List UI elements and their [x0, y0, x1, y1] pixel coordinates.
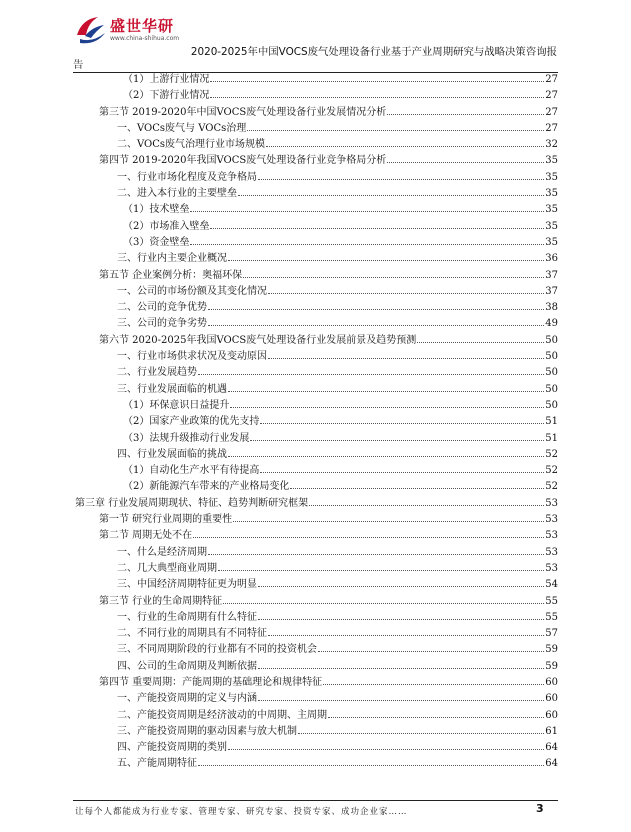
toc-entry[interactable] — [75, 659, 558, 675]
logo-text: 盛世华研 — [110, 17, 175, 35]
report-title: 2020-2025年中国VOCS废气处理设备行业基于产业周期研究与战略决策咨询报 — [190, 46, 557, 58]
toc-entry-page: 60 — [545, 676, 558, 688]
toc-leader-dots — [198, 765, 544, 766]
toc-entry-page: 59 — [545, 644, 558, 656]
toc-entry[interactable] — [75, 105, 558, 121]
page-number: 3 — [536, 802, 544, 815]
toc-entry[interactable] — [75, 365, 558, 381]
toc-leader-dots — [323, 684, 544, 685]
toc-entry[interactable] — [75, 349, 558, 365]
toc-leader-dots — [230, 407, 544, 408]
toc-leader-dots — [243, 277, 544, 278]
toc-entry-page: 52 — [545, 465, 558, 477]
toc-entry[interactable] — [75, 447, 558, 463]
toc-entry-label: 第六节 2020-2025年我国VOCS废气处理设备行业发展前景及趋势预测 — [99, 334, 417, 346]
toc-entry-label: 四、行业发展面临的挑战 — [117, 448, 227, 460]
logo-emblem-icon — [74, 13, 108, 47]
toc-entry[interactable] — [75, 137, 558, 153]
toc-entry-label: 一、行业市场化程度及竞争格局 — [117, 171, 257, 183]
toc-leader-dots — [258, 668, 544, 669]
toc-entry-label: 三、产能投资周期的驱动因素与放大机制 — [117, 725, 297, 737]
toc-entry-page: 35 — [545, 155, 558, 167]
toc-leader-dots — [309, 505, 544, 506]
toc-entry[interactable] — [75, 88, 558, 104]
toc-entry[interactable] — [75, 121, 558, 137]
toc-entry[interactable] — [75, 463, 558, 479]
toc-leader-dots — [298, 733, 544, 734]
toc-entry-label: 第三章 行业发展周期现状、特征、趋势判断研究框架 — [75, 497, 309, 509]
toc-leader-dots — [223, 603, 544, 604]
toc-entry-page: 35 — [545, 220, 558, 232]
toc-entry[interactable] — [75, 72, 558, 88]
toc-entry-page: 38 — [545, 302, 558, 314]
toc-entry[interactable] — [75, 642, 558, 658]
toc-entry-label: 第三节 行业的生命周期特征 — [99, 595, 223, 607]
toc-entry-page: 49 — [545, 318, 558, 330]
toc-entry[interactable] — [75, 594, 558, 610]
toc-entry-page: 27 — [545, 106, 558, 118]
toc-entry-label: （1）技术壁垒 — [123, 204, 190, 216]
toc-entry-label: 第五节 企业案例分析：奥福环保 — [99, 269, 243, 281]
toc-entry-label: （2）下游行业情况 — [123, 90, 210, 102]
toc-entry-label: 二、进入本行业的主要壁垒 — [117, 188, 237, 200]
toc-entry-page: 35 — [545, 204, 558, 216]
toc-entry-page: 53 — [545, 562, 558, 574]
toc-entry[interactable] — [75, 512, 558, 528]
toc-entry-label: 三、公司的竞争劣势 — [117, 318, 207, 330]
toc-entry-label: 四、公司的生命周期及判断依据 — [117, 660, 257, 672]
toc-entry[interactable] — [75, 724, 558, 740]
toc-entry-label: 三、行业内主要企业概况 — [117, 253, 227, 265]
toc-leader-dots — [218, 570, 544, 571]
toc-entry[interactable] — [75, 708, 558, 724]
toc-entry-label: 三、不同周期阶段的行业都有不同的投资机会 — [117, 644, 317, 656]
toc-entry[interactable] — [75, 153, 558, 169]
toc-entry-page: 27 — [545, 90, 558, 102]
toc-entry-page: 37 — [545, 269, 558, 281]
toc-entry[interactable] — [75, 268, 558, 284]
toc-leader-dots — [387, 114, 544, 115]
toc-entry-page: 60 — [545, 693, 558, 705]
toc-entry-label: 二、行业发展趋势 — [117, 367, 197, 379]
toc-entry-label: 第四节 重要周期：产能周期的基础理论和规律特征 — [99, 676, 323, 688]
toc-entry[interactable] — [75, 740, 558, 756]
toc-entry-page: 51 — [545, 416, 558, 428]
toc-entry[interactable] — [75, 626, 558, 642]
toc-entry-page: 52 — [545, 448, 558, 460]
toc-entry[interactable] — [75, 300, 558, 316]
toc-entry[interactable] — [75, 691, 558, 707]
toc-entry[interactable] — [75, 186, 558, 202]
toc-entry[interactable] — [75, 577, 558, 593]
toc-entry-page: 37 — [545, 285, 558, 297]
toc-entry-label: 第一节 研究行业周期的重要性 — [99, 514, 233, 526]
toc-leader-dots — [258, 586, 544, 587]
toc-entry[interactable] — [75, 398, 558, 414]
toc-entry[interactable] — [75, 316, 558, 332]
toc-entry[interactable] — [75, 496, 558, 512]
toc-entry-label: 二、产能投资周期是经济波动的中周期、主周期 — [117, 709, 327, 721]
toc-leader-dots — [247, 130, 544, 131]
toc-entry-label: 一、行业的生命周期有什么特征 — [117, 611, 257, 623]
toc-leader-dots — [238, 195, 544, 196]
toc-entry-page: 53 — [545, 530, 558, 542]
toc-entry-label: 二、VOCs废气治理行业市场规模 — [117, 139, 266, 151]
toc-leader-dots — [208, 309, 544, 310]
toc-entry-page: 52 — [545, 481, 558, 493]
toc-leader-dots — [208, 554, 544, 555]
toc-entry-page: 61 — [545, 725, 558, 737]
toc-entry-page: 64 — [545, 742, 558, 754]
toc-entry-page: 55 — [545, 595, 558, 607]
toc-leader-dots — [258, 179, 544, 180]
toc-entry[interactable] — [75, 202, 558, 218]
toc-leader-dots — [210, 228, 544, 229]
toc-entry[interactable] — [75, 382, 558, 398]
toc-entry-page: 50 — [545, 367, 558, 379]
toc-leader-dots — [210, 81, 544, 82]
toc-entry[interactable] — [75, 219, 558, 235]
table-of-contents — [75, 72, 558, 773]
toc-entry-page: 50 — [545, 351, 558, 363]
toc-leader-dots — [258, 700, 544, 701]
toc-entry-label: 一、什么是经济周期 — [117, 546, 207, 558]
toc-entry[interactable] — [75, 333, 558, 349]
toc-entry-label: 一、产能投资周期的定义与内涵 — [117, 693, 257, 705]
toc-entry-label: 三、行业发展面临的机遇 — [117, 383, 227, 395]
toc-leader-dots — [228, 749, 544, 750]
toc-entry[interactable] — [75, 479, 558, 495]
toc-entry-page: 64 — [545, 758, 558, 770]
toc-leader-dots — [387, 162, 544, 163]
toc-leader-dots — [228, 456, 544, 457]
toc-leader-dots — [250, 440, 544, 441]
toc-leader-dots — [190, 244, 544, 245]
toc-entry-page: 36 — [545, 253, 558, 265]
toc-leader-dots — [198, 374, 544, 375]
toc-entry-label: 五、产能周期特征 — [117, 758, 197, 770]
toc-leader-dots — [268, 358, 544, 359]
toc-entry-page: 35 — [545, 236, 558, 248]
toc-leader-dots — [328, 717, 544, 718]
toc-leader-dots — [318, 651, 544, 652]
toc-leader-dots — [208, 325, 544, 326]
toc-leader-dots — [260, 423, 544, 424]
toc-leader-dots — [260, 472, 544, 473]
toc-entry[interactable] — [75, 414, 558, 430]
toc-entry-page: 50 — [545, 383, 558, 395]
toc-entry-label: 四、产能投资周期的类别 — [117, 742, 227, 754]
toc-entry-label: 第四节 2019-2020年我国VOCS废气处理设备行业竞争格局分析 — [99, 155, 387, 167]
toc-leader-dots — [290, 488, 544, 489]
toc-entry-label: （2）市场准入壁垒 — [123, 220, 210, 232]
toc-leader-dots — [268, 635, 544, 636]
toc-leader-dots — [258, 619, 544, 620]
toc-entry-page: 53 — [545, 514, 558, 526]
toc-entry-label: （1）自动化生产水平有待提高 — [123, 465, 260, 477]
toc-entry-label: （2）新能源汽车带来的产业格局变化 — [123, 481, 290, 493]
toc-entry-page: 50 — [545, 334, 558, 346]
toc-entry-label: 一、行业市场供求状况及变动原因 — [117, 351, 267, 363]
toc-entry-label: 二、几大典型商业周期 — [117, 562, 217, 574]
toc-leader-dots — [210, 97, 544, 98]
toc-entry-page: 53 — [545, 497, 558, 509]
report-title-continued: 告 — [73, 59, 84, 71]
toc-leader-dots — [417, 342, 544, 343]
toc-entry-page: 35 — [545, 188, 558, 200]
toc-entry-label: （3）资金壁垒 — [123, 236, 190, 248]
toc-entry[interactable] — [75, 235, 558, 251]
toc-entry-label: 一、公司的市场份额及其变化情况 — [117, 285, 267, 297]
toc-leader-dots — [228, 260, 544, 261]
toc-entry[interactable] — [75, 610, 558, 626]
toc-entry-page: 54 — [545, 579, 558, 591]
toc-leader-dots — [228, 391, 544, 392]
toc-entry[interactable] — [75, 431, 558, 447]
logo-url: www.china-shihua.com — [110, 35, 180, 42]
toc-entry-page: 59 — [545, 660, 558, 672]
toc-entry-page: 60 — [545, 709, 558, 721]
toc-entry[interactable] — [75, 170, 558, 186]
toc-entry-page: 51 — [545, 432, 558, 444]
toc-entry-label: （1）环保意识日益提升 — [123, 399, 230, 411]
toc-entry-label: 三、中国经济周期特征更为明显 — [117, 579, 257, 591]
toc-leader-dots — [268, 293, 544, 294]
toc-entry-label: （1）上游行业情况 — [123, 74, 210, 85]
toc-entry[interactable] — [75, 284, 558, 300]
toc-entry-page: 27 — [545, 122, 558, 134]
toc-entry-label: 一、VOCs废气与 VOCs治理 — [117, 122, 247, 134]
toc-leader-dots — [266, 146, 544, 147]
toc-entry-page: 50 — [545, 399, 558, 411]
toc-entry-label: （3）法规升级推动行业发展 — [123, 432, 250, 444]
toc-leader-dots — [190, 211, 544, 212]
page-header — [0, 0, 631, 70]
toc-leader-dots — [193, 537, 544, 538]
toc-entry[interactable] — [75, 545, 558, 561]
toc-entry[interactable] — [75, 528, 558, 544]
footer-divider — [73, 800, 558, 801]
toc-entry[interactable] — [75, 251, 558, 267]
toc-entry-page: 35 — [545, 171, 558, 183]
toc-entry[interactable] — [75, 561, 558, 577]
toc-entry-label: 二、不同行业的周期具有不同特征 — [117, 628, 267, 640]
toc-entry-page: 55 — [545, 611, 558, 623]
toc-entry-label: 二、公司的竞争优势 — [117, 302, 207, 314]
toc-entry-page: 57 — [545, 628, 558, 640]
toc-entry-label: 第三节 2019-2020年中国VOCS废气处理设备行业发展情况分析 — [99, 106, 387, 118]
toc-entry-page: 53 — [545, 546, 558, 558]
toc-entry-page: 27 — [545, 74, 558, 85]
footer-slogan: 让每个人都能成为行业专家、管理专家、研究专家、投资专家、成功企业家…… — [75, 807, 408, 817]
toc-entry-label: （2）国家产业政策的优先支持 — [123, 416, 260, 428]
toc-entry-label: 第二节 周期无处不在 — [99, 530, 193, 542]
toc-leader-dots — [233, 521, 544, 522]
toc-entry-page: 32 — [545, 139, 558, 151]
toc-entry[interactable] — [75, 675, 558, 691]
toc-entry[interactable] — [75, 756, 558, 772]
